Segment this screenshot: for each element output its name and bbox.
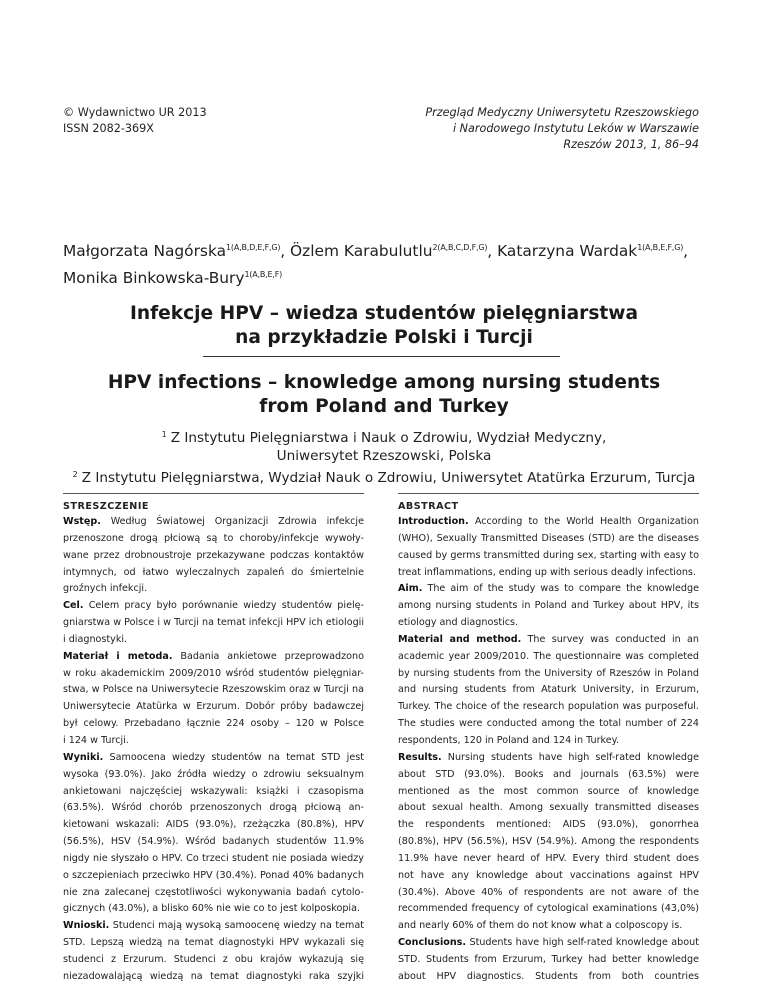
body-text-line: not have any knowledge about vaccinations against HPV: [398, 869, 699, 881]
body-text-line: treat inflammations, ending up with serious deadly infections.: [398, 566, 696, 578]
abstract-body: [398, 514, 699, 986]
body-text-line: Turkey. The choice of the research population was purposeful.: [398, 701, 699, 713]
body-text-line: intymnych, od łatwo wyleczalnych zapaleń do śmiertelnie: [63, 566, 364, 578]
body-text-line: Wstęp. Według Światowej Organizacji Zdrowia infekcje: [63, 516, 364, 527]
title-english-line: HPV infections – knowledge among nursing students: [107, 372, 661, 393]
body-text-line: Conclusions. Students have high self-rated knowledge about: [398, 937, 699, 949]
affiliation-line: Uniwersytet Rzeszowski, Polska: [276, 447, 492, 464]
title-english-line: from Poland and Turkey: [259, 396, 509, 417]
body-text-line: the respondents mentioned: AIDS (93.0%), gonorrhea: [398, 819, 699, 831]
body-text-line: wane przez drobnoustroje przekazywane podczas kontaktów: [63, 549, 364, 561]
body-text-line: STD. Lepszą wiedzą na temat diagnostyki HPV wykazali się: [63, 937, 364, 949]
body-text-line: o szczepieniach przeciwko HPV (30.4%). Ponad 40% badanych: [63, 869, 364, 881]
body-text-line: (80.8%), HPV (56.5%), HSV (54.9%). Among the respondents: [398, 836, 699, 848]
author: Katarzyna Wardak$^{1(A,B,E,F,G)}$,: [497, 242, 689, 260]
body-text-line: gicznych (43.0%), a blisko 60% nie wie co to jest kolposkopia.: [63, 903, 361, 915]
body-text-line: przenoszone drogą płciową są to choroby/infekcje wywoły-: [63, 532, 364, 544]
body-text-line: 11.9% have never heard of HPV. Every third student does: [398, 852, 699, 864]
author: Özlem Karabulutlu$^{2(A,B,C,D,F,G)}$,: [290, 242, 498, 260]
body-text-line: Wnioski. Studenci mają wysoką samoocenę wiedzy na temat: [63, 920, 364, 932]
body-text-line: groźnych infekcji.: [63, 583, 148, 595]
body-text-line: stwa, w Polsce na Uniwersytecie Rzeszowskim oraz w Turcji na: [63, 684, 364, 696]
body-text-line: gniarstwa w Polsce i w Turcji na temat infekcji HPV ich etiologii: [63, 617, 364, 629]
column-divider: [398, 493, 699, 494]
publisher-line: © Wydawnictwo UR 2013: [63, 106, 207, 119]
body-text-line: nie zna zalecanej częstotliwości wykonywania badań cytolo-: [63, 886, 364, 898]
body-text-line: (30.4%). Above 40% of respondents are not aware of the: [398, 886, 699, 898]
column-divider: [63, 493, 364, 494]
publisher-header: [63, 105, 207, 137]
body-text-line: Results. Nursing students have high self-rated knowledge: [398, 751, 699, 763]
section-label: Introduction.: [398, 516, 469, 527]
title-polish-line: na przykładzie Polski i Turcji: [235, 327, 533, 348]
streszczenie-column: [63, 493, 364, 986]
section-label: Wyniki.: [63, 751, 104, 763]
section-label: Results.: [398, 751, 442, 763]
body-text-line: Wyniki. Samoocena wiedzy studentów na temat STD jest: [63, 751, 364, 763]
body-text-line: and nearly 60% of them do not know what a colposcopy is.: [398, 920, 683, 932]
body-text-line: Material and method. The survey was conducted in an: [398, 633, 699, 645]
affiliations: [44, 426, 724, 487]
issn-line: ISSN 2082-369X: [63, 122, 154, 135]
title-divider: [203, 356, 560, 357]
streszczenie-body: [63, 514, 364, 986]
body-text-line: (56.5%), HSV (54.9%). Wśród badanych studentów 11.9%: [63, 836, 364, 848]
body-text-line: caused by germs transmitted during sex, starting with easy to: [398, 549, 699, 561]
section-label: Cel.: [63, 600, 84, 612]
title-polish-line: Infekcje HPV – wiedza studentów pielęgniarstwa: [129, 303, 639, 324]
journal-name-line-2: i Narodowego Instytutu Leków w Warszawie: [452, 122, 699, 135]
body-text-line: The studies were conducted among the total number of 224: [398, 718, 699, 730]
body-text-line: STD. Students from Erzurum, Turkey had better knowledge: [398, 953, 699, 965]
abstract-heading: ABSTRACT: [398, 501, 459, 512]
body-text-line: Materiał i metoda. Badania ankietowe przeprowadzono: [63, 650, 364, 662]
body-text-line: Cel. Celem pracy było porównanie wiedzy studentów pielę-: [63, 600, 364, 612]
title-polish: [64, 302, 704, 350]
journal-issue-line: Rzeszów 2013, 1, 86–94: [563, 138, 699, 151]
author: Małgorzata Nagórska$^{1(A,B,D,E,F,G)}$,: [63, 242, 291, 260]
section-label: Material and method.: [398, 633, 522, 645]
body-text-line: Aim. The aim of the study was to compare the knowledge: [398, 583, 699, 595]
section-label: Conclusions.: [398, 937, 467, 949]
body-text-line: about HPV diagnostics. Students from both countries: [398, 970, 699, 982]
body-text-line: by nursing students from the University of Rzeszów in Poland: [398, 667, 699, 679]
body-text-line: mentioned as the most common source of knowledge: [398, 785, 699, 797]
body-text-line: w roku akademickim 2009/2010 wśród studentów pielęgniar-: [63, 667, 364, 679]
body-text-line: kietowani wskazali: AIDS (93.0%), rzeżączka (80.8%), HPV: [63, 819, 364, 831]
section-label: Aim.: [398, 583, 423, 595]
body-text-line: był celowy. Przebadano łącznie 224 osoby – 120 w Polsce: [63, 718, 364, 730]
body-text-line: about sexual health. Among sexually transmitted diseases: [398, 802, 699, 814]
body-text-line: academic year 2009/2010. The questionnaire was completed: [398, 650, 699, 662]
body-text-line: ankietowani najczęściej wskazywali: książki i czasopisma: [63, 785, 364, 797]
body-text-line: studenci z Erzurum. Studenci z obu krajów wykazują się: [63, 953, 364, 965]
body-text-line: recommended frequency of cytological examinations (43,0%): [398, 903, 699, 915]
section-label: Wnioski.: [63, 920, 110, 932]
affiliation-line: $^1$ Z Instytutu Pielęgniarstwa i Nauk o Zdrowiu, Wydział Medyczny,: [161, 430, 607, 446]
section-label: Materiał i metoda.: [63, 650, 173, 662]
body-text-line: wysoka (93.0%). Jako źródła wiedzy o zdrowiu seksualnym: [63, 768, 364, 780]
body-text-line: (63.5%). Wśród chorób przenoszonych drogą płciową an-: [63, 802, 364, 814]
body-text-line: respondents, 120 in Poland and 124 in Turkey.: [398, 734, 619, 746]
abstract-column: [398, 493, 699, 986]
journal-header: [379, 105, 699, 153]
author-list: [63, 236, 703, 290]
streszczenie-heading: STRESZCZENIE: [63, 501, 149, 512]
body-text-line: etiology and diagnostics.: [398, 617, 519, 629]
body-text-line: i diagnostyki.: [63, 633, 128, 645]
body-text-line: Introduction. According to the World Health Organization: [398, 516, 699, 527]
body-text-line: niezadowalającą wiedzą na temat diagnostyki raka szyjki: [63, 970, 364, 982]
affiliation-line: $^2$ Z Instytutu Pielęgniarstwa, Wydział Nauk o Zdrowiu, Uniwersytet Atatürka Erzurum, Turcja: [72, 469, 696, 486]
author: Monika Binkowska-Bury$^{1(A,B,E,F)}$: [63, 269, 283, 287]
body-text-line: among nursing students in Poland and Turkey about HPV, its: [398, 600, 699, 612]
journal-name-line-1: Przegląd Medyczny Uniwersytetu Rzeszowskiego: [425, 106, 699, 119]
body-text-line: (WHO), Sexually Transmitted Diseases (STD) are the diseases: [398, 532, 699, 544]
body-text-line: about STD (93.0%). Books and journals (63.5%) were: [398, 768, 699, 780]
body-text-line: and nursing students from Ataturk University, in Erzurum,: [398, 684, 699, 696]
body-text-line: nigdy nie słyszało o HPV. Co trzeci student nie posiada wiedzy: [63, 852, 364, 864]
title-english: [64, 371, 704, 419]
section-label: Wstęp.: [63, 516, 101, 527]
body-text-line: Uniwersytecie Atatürka w Erzurum. Dobór próby badawczej: [63, 701, 364, 713]
body-text-line: i 124 w Turcji.: [63, 734, 129, 746]
